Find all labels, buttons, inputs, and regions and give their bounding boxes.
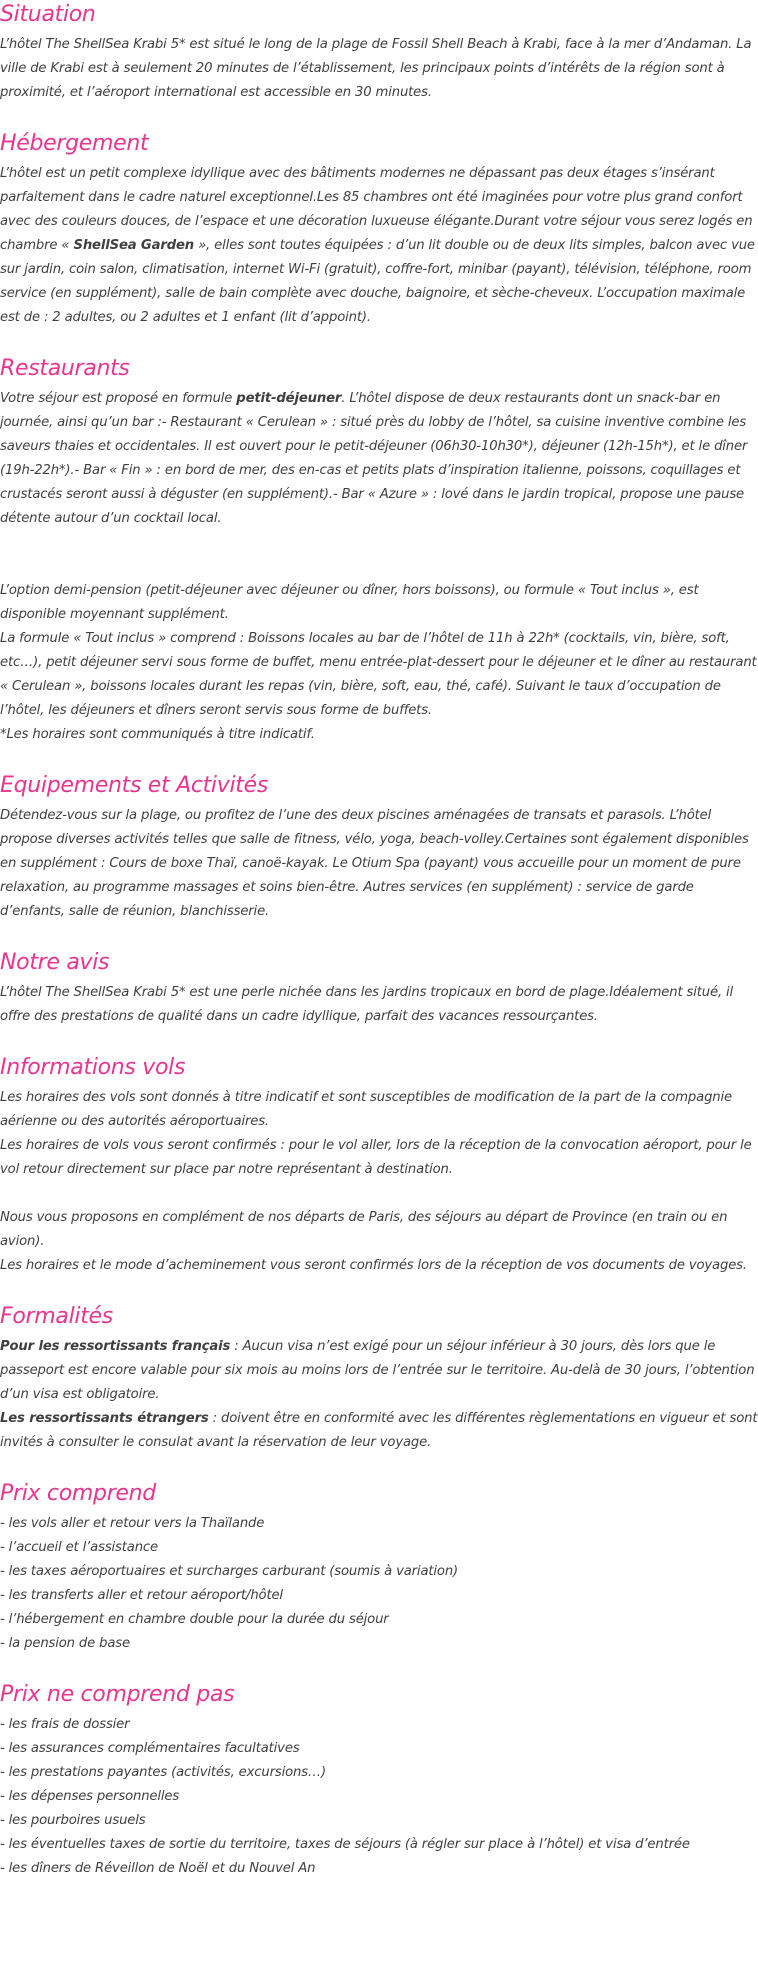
list-item: - la pension de base <box>0 1636 130 1651</box>
section-title-prix-comprend: Prix comprend <box>0 1481 156 1506</box>
section-title-vols: Informations vols <box>0 1055 186 1080</box>
vols-line: Les horaires et le mode d’acheminement vous seront confirmés lors de la réception de vos documents de voyages. <box>0 1258 747 1273</box>
list-item: - les assurances complémentaires facultatives <box>0 1741 300 1756</box>
formalites-fr: Pour les ressortissants français : Aucun visa n’est exigé pour un séjour inférieur à 30 jours, dès lors que le passeport est encore valable pour six mois au moins lors de l’entrée sur le territoire. Au-delà de 30 jours, l’obtention d’un visa est obligatoire. <box>0 1339 755 1402</box>
situation-text: L’hôtel The ShellSea Krabi 5* est situé le long de la plage de Fossil Shell Beach à Krabi, face à la mer d’Andaman. La ville de Krabi est à seulement 20 minutes de l’établissement, les principaux points d’intérêts de la région sont à proximité, et l’aéroport international est accessible en 30 minutes. <box>0 37 752 100</box>
list-item: - les taxes aéroportuaires et surcharges carburant (soumis à variation) <box>0 1564 459 1579</box>
prix-comprend-list <box>0 1512 758 1656</box>
list-item: - les éventuelles taxes de sortie du territoire, taxes de séjours (à régler sur place à l’hôtel) et visa d’entrée <box>0 1837 690 1852</box>
list-item: - les dépenses personnelles <box>0 1789 180 1804</box>
list-item: - les pourboires usuels <box>0 1813 146 1828</box>
prix-ne-comprend-list <box>0 1713 758 1881</box>
vols-line: Les horaires des vols sont donnés à titre indicatif et sont susceptibles de modification de la part de la compagnie aérienne ou des autorités aéroportuaires. <box>0 1090 732 1129</box>
list-item: - les prestations payantes (activités, excursions…) <box>0 1765 326 1780</box>
list-item: - les dîners de Réveillon de Noël et du Nouvel An <box>0 1861 316 1876</box>
section-title-avis: Notre avis <box>0 950 110 975</box>
restaurants-option-line: *Les horaires sont communiqués à titre indicatif. <box>0 727 315 742</box>
restaurants-option-line: L’option demi-pension (petit-déjeuner avec déjeuner ou dîner, hors boissons), ou formule « Tout inclus », est disponible moyennant supplément. <box>0 583 699 622</box>
list-item: - les frais de dossier <box>0 1717 130 1732</box>
list-item: - les transferts aller et retour aéroport/hôtel <box>0 1588 283 1603</box>
vols-line: Nous vous proposons en complément de nos départs de Paris, des séjours au départ de Province (en train ou en avion). <box>0 1210 728 1249</box>
section-title-prix-ne-comprend: Prix ne comprend pas <box>0 1682 235 1707</box>
restaurants-text: Votre séjour est proposé en formule petit-déjeuner. L’hôtel dispose de deux restaurants dont un snack-bar en journée, ainsi qu’un bar :- Restaurant « Cerulean » : situé près du lobby de l’hôtel, sa cuisine inventive combine les saveurs thaies et occidentales. Il est ouvert pour le petit-déjeuner (06h30-10h30*), déjeuner (12h-15h*), et le dîner (19h-22h*).- Bar « Fin » : en bord de mer, des en-cas et petits plats d’inspiration italienne, poissons, coquillages et crustacés seront aussi à déguster (en supplément).- Bar « Azure » : lové dans le jardin tropical, propose une pause détente autour d’un cocktail local. <box>0 391 748 526</box>
section-title-formalites: Formalités <box>0 1304 113 1329</box>
room-type: ShellSea Garden <box>73 238 195 253</box>
formula: petit-déjeuner <box>236 391 342 406</box>
section-title-restaurants: Restaurants <box>0 356 130 381</box>
avis-text: L’hôtel The ShellSea Krabi 5* est une perle nichée dans les jardins tropicaux en bord de plage.Idéalement situé, il offre des prestations de qualité dans un cadre idyllique, parfait des vacances ressourçantes. <box>0 985 734 1024</box>
list-item: - l’hébergement en chambre double pour la durée du séjour <box>0 1612 389 1627</box>
list-item: - l’accueil et l’assistance <box>0 1540 158 1555</box>
section-title-hebergement: Hébergement <box>0 131 149 156</box>
section-title-situation: Situation <box>0 2 96 27</box>
vols-line: Les horaires de vols vous seront confirmés : pour le vol aller, lors de la réception de la convocation aéroport, pour le vol retour directement sur place par notre représentant à destination. <box>0 1138 752 1177</box>
list-item: - les vols aller et retour vers la Thaïlande <box>0 1516 265 1531</box>
section-title-equipements: Equipements et Activités <box>0 773 269 798</box>
equipements-text: Détendez-vous sur la plage, ou profitez de l’une des deux piscines aménagées de transats et parasols. L’hôtel propose diverses activités telles que salle de fitness, vélo, yoga, beach-volley.Certaines sont également disponibles en supplément : Cours de boxe Thaï, canoë-kayak. Le Otium Spa (payant) vous accueille pour un moment de pure relaxation, au programme massages et soins bien-être. Autres services (en supplément) : service de garde d’enfants, salle de réunion, blanchisserie. <box>0 808 749 919</box>
formalites-etr: Les ressortissants étrangers : doivent être en conformité avec les différentes règlementations en vigueur et sont invités à consulter le consulat avant la réservation de leur voyage. <box>0 1411 758 1450</box>
restaurants-option-line: La formule « Tout inclus » comprend : Boissons locales au bar de l’hôtel de 11h à 22h* (cocktails, vin, bière, soft, etc…), petit déjeuner servi sous forme de buffet, menu entrée-plat-dessert pour le déjeuner et le dîner au restaurant « Cerulean », boissons locales durant les repas (vin, bière, soft, eau, thé, café). Suivant le taux d’occupation de l’hôtel, les déjeuners et dîners seront servis sous forme de buffets. <box>0 631 757 718</box>
hebergement-text: L’hôtel est un petit complexe idyllique avec des bâtiments modernes ne dépassant pas deux étages s’insérant parfaitement dans le cadre naturel exceptionnel.Les 85 chambres ont été imaginées pour votre plus grand confort avec des couleurs douces, de l’espace et une décoration luxueuse élégante.Durant votre séjour vous serez logés en chambre « ShellSea Garden », elles sont toutes équipées : d’un lit double ou de deux lits simples, balcon avec vue sur jardin, coin salon, climatisation, internet Wi-Fi (gratuit), coffre-fort, minibar (payant), télévision, téléphone, room service (en supplément), salle de bain complète avec douche, baignoire, et sèche-cheveux. L’occupation maximale est de : 2 adultes, ou 2 adultes et 1 enfant (lit d’appoint). <box>0 166 755 325</box>
